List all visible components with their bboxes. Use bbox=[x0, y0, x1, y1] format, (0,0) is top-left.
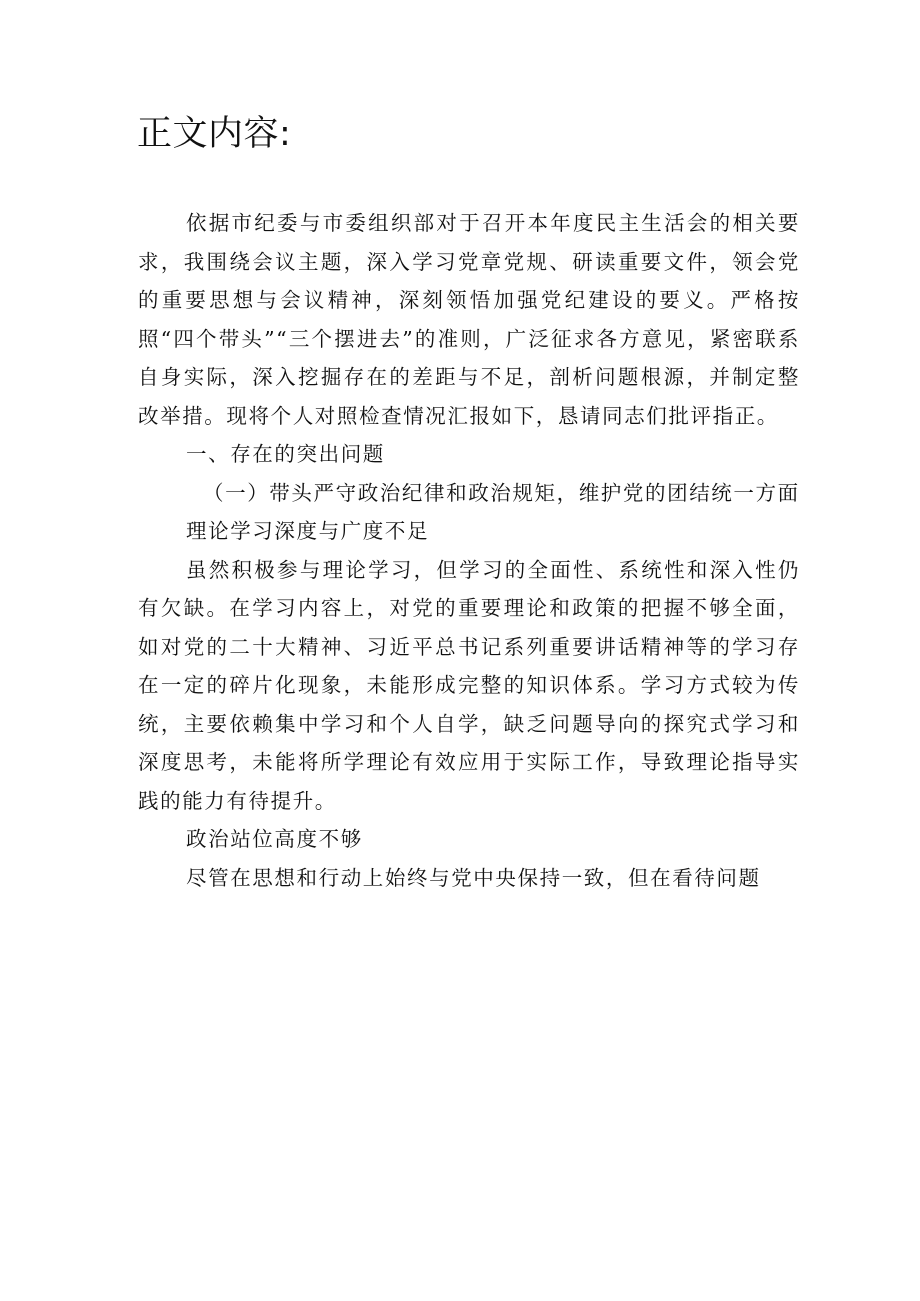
topic-heading: 理论学习深度与广度不足 bbox=[186, 519, 430, 543]
section-heading: 一、存在的突出问题 bbox=[186, 442, 385, 466]
subsection-heading: （一）带头严守政治纪律和政治规矩，维护党的团结统一方面 bbox=[203, 480, 800, 505]
body-paragraph: 虽然积极参与理论学习，但学习的全面性、系统性和深入性仍有欠缺。在学习内容上，对党的重要理论和政策的把握不够全面，如对党的二十大精神、习近平总书记系列重要讲话精神等的学习存在一定的碎片化现象，未能形成完整的知识体系。学习方式较为传统，主要依赖集中学习和个人自学，缺乏问题导向的探究式学习和深度思考，未能将所学理论有效应用于实际工作，导致理论指导实践的能力有待提升。 bbox=[138, 557, 800, 813]
intro-paragraph: 依据市纪委与市委组织部对于召开本年度民主生活会的相关要求，我围绕会议主题，深入学习党章党规、研读重要文件，领会党的重要思想与会议精神，深刻领悟加强党纪建设的要义。严格按照“四个带头”“三个摆进去”的准则，广泛征求各方意见，紧密联系自身实际，深入挖掘存在的差距与不足，剖析问题根源，并制定整改举措。现将个人对照检查情况汇报如下，恳请同志们批评指正。 bbox=[138, 211, 800, 428]
page-title: 正文内容: bbox=[137, 114, 292, 154]
document-body bbox=[138, 204, 800, 897]
body-paragraph: 尽管在思想和行动上始终与党中央保持一致，但在看待问题 bbox=[186, 865, 761, 890]
topic-heading: 政治站位高度不够 bbox=[186, 827, 363, 851]
